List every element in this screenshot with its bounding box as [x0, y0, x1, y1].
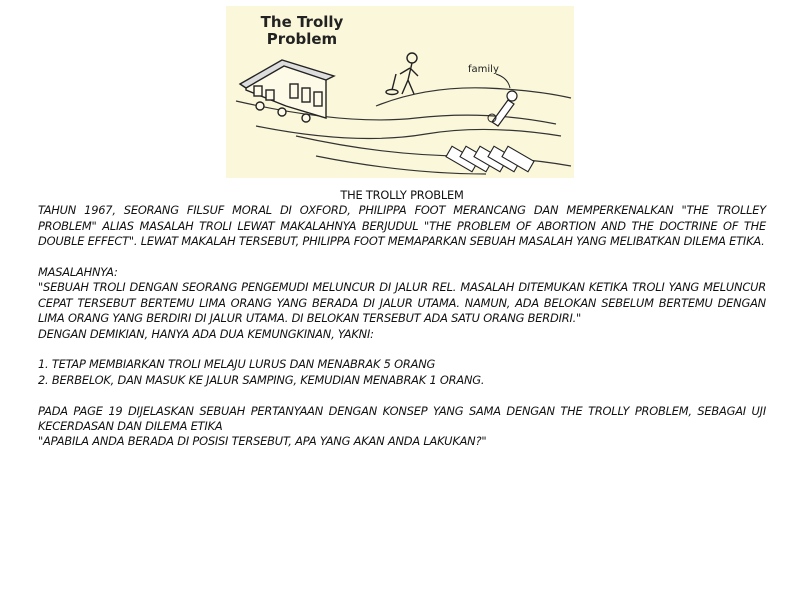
illustration-title [242, 14, 362, 48]
trolley-problem-illustration [226, 6, 574, 178]
problem-label: MASALAHNYA: [38, 265, 118, 280]
closing-question: "APABILA ANDA BERADA DI POSISI TERSEBUT, APA YANG AKAN ANDA LAKUKAN?" [38, 434, 487, 449]
five-people-icon [446, 146, 534, 171]
trolley-icon [240, 60, 334, 122]
lever-person-icon [386, 53, 418, 95]
document-heading: THE TROLLY PROBLEM [340, 188, 464, 202]
illustration-title-line2: Problem [266, 30, 338, 48]
problem-quote: "SEBUAH TROLI DENGAN SEORANG PENGEMUDI MELUNCUR DI JALUR REL. MASALAH DITEMUKAN KETIKA TROLI YANG MELUNCUR CEPAT TERSEBUT BERTEMU LIMA ORANG YANG BERADA DI JALUR UTAMA. NAMUN, ADA BELOKAN SEBELUM BERTEMU DENGAN LIMA ORANG YANG BERDIRI DI JALUR UTAMA. DI BELOKAN TERSEBUT ADA SATU ORANG BERDIRI." [38, 280, 766, 326]
page-note: PADA PAGE 19 DIJELASKAN SEBUAH PERTANYAAN DENGAN KONSEP YANG SAMA DENGAN THE TROLLY PROBLEM, SEBAGAI UJI KECERDASAN DAN DILEMA ETIKA [38, 403, 766, 434]
option-1: 1. TETAP MEMBIARKAN TROLI MELAJU LURUS DAN MENABRAK 5 ORANG [38, 357, 436, 372]
family-label: family [468, 64, 499, 75]
option-2: 2. BERBELOK, DAN MASUK KE JALUR SAMPING, KEMUDIAN MENABRAK 1 ORANG. [38, 372, 485, 387]
illustration-title-line1: The Trolly [260, 13, 344, 31]
intro-paragraph: TAHUN 1967, SEORANG FILSUF MORAL DI OXFORD, PHILIPPA FOOT MERANCANG DAN MEMPERKENALKAN "THE TROLLEY PROBLEM" ALIAS MASALAH TROLI LEWAT MAKALAHNYA BERJUDUL "THE PROBLEM OF ABORTION AND THE DOCTRINE OF THE DOUBLE EFFECT". LEWAT MAKALAH TERSEBUT, PHILIPPA FOOT MEMAPARKAN SEBUAH MASALAH YANG MELIBATKAN DILEMA ETIKA. [38, 203, 766, 249]
possibilities-line: DENGAN DEMIKIAN, HANYA ADA DUA KEMUNGKINAN, YAKNI: [38, 326, 374, 341]
document-body [38, 188, 766, 450]
family-person-icon [492, 91, 517, 126]
